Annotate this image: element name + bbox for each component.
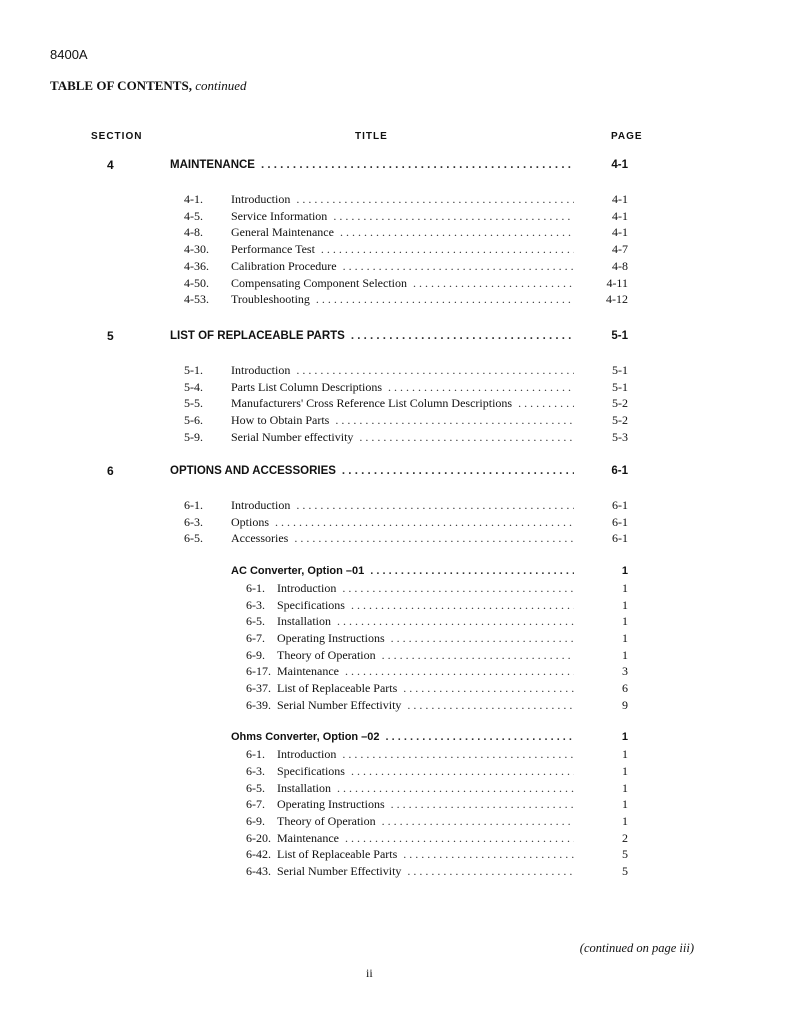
toc-entry-page: 1 — [622, 763, 628, 778]
section-row — [0, 463, 794, 479]
toc-entry-number: 6-1. — [246, 580, 265, 595]
dot-leader — [413, 275, 574, 291]
toc-entry-page: 1 — [622, 597, 628, 612]
toc-entry-number: 5-5. — [184, 396, 203, 411]
toc-entry-page: 1 — [622, 797, 628, 812]
dot-leader — [342, 580, 574, 596]
dot-leader — [342, 746, 574, 762]
toc-entry-page: 4-1 — [611, 159, 628, 171]
toc-entry-number: 6-9. — [246, 647, 265, 662]
toc-row — [0, 412, 794, 428]
toc-row — [0, 191, 794, 207]
dot-leader — [388, 379, 574, 395]
option-row — [0, 563, 794, 579]
toc-entry-title: Installation — [277, 614, 331, 629]
toc-entry-page: 5-1 — [612, 379, 628, 394]
toc-entry-number: 4-1. — [184, 192, 203, 206]
toc-entry-page: 1 — [622, 747, 628, 762]
toc-entry-number: 5-6. — [184, 413, 203, 428]
dot-leader — [382, 813, 574, 829]
dot-leader — [391, 796, 574, 812]
toc-entry-page: 1 — [622, 614, 628, 629]
toc-entry-page: 5-1 — [612, 363, 628, 377]
toc-row — [0, 613, 794, 629]
toc-row — [0, 429, 794, 445]
dot-leader — [294, 530, 574, 546]
toc-row — [0, 514, 794, 530]
dot-leader — [345, 830, 574, 846]
dot-leader — [337, 780, 574, 796]
toc-entry-title: Accessories — [231, 531, 289, 546]
toc-row — [0, 241, 794, 257]
toc-row — [0, 846, 794, 862]
toc-entry-title: Operating Instructions — [277, 630, 385, 645]
toc-entry-number: 6-5. — [246, 614, 265, 629]
toc-row — [0, 680, 794, 696]
dot-leader — [370, 563, 574, 579]
toc-row — [0, 362, 794, 378]
toc-row — [0, 395, 794, 411]
toc-entry-title: Theory of Operation — [277, 813, 376, 828]
toc-entry-page: 1 — [622, 580, 628, 595]
toc-row — [0, 497, 794, 513]
dot-leader — [518, 395, 574, 411]
dot-leader — [275, 514, 574, 530]
toc-entry-title: Compensating Component Selection — [231, 275, 407, 290]
toc-entry-number: 4-5. — [184, 208, 203, 223]
toc-entry-number: 6-20. — [246, 830, 271, 845]
toc-entry-title: Maintenance — [277, 664, 339, 679]
toc-entry-page: 4-1 — [612, 208, 628, 223]
column-header-page: PAGE — [611, 131, 643, 142]
toc-entry-number: 6-7. — [246, 797, 265, 812]
toc-entry-title: Specifications — [277, 597, 345, 612]
dot-leader — [345, 663, 574, 679]
toc-entry-title: Serial Number Effectivity — [277, 697, 402, 712]
toc-entry-number: 4-8. — [184, 225, 203, 240]
column-header-section: SECTION — [91, 131, 143, 142]
toc-row — [0, 746, 794, 762]
toc-entry-page: 1 — [622, 647, 628, 662]
dot-leader — [261, 157, 574, 173]
dot-leader — [335, 412, 574, 428]
toc-entry-page: 5-1 — [611, 330, 628, 342]
toc-row — [0, 379, 794, 395]
dot-leader — [382, 647, 574, 663]
toc-entry-number: 6-5. — [184, 531, 203, 546]
toc-entry-page: 9 — [622, 697, 628, 712]
toc-row — [0, 275, 794, 291]
toc-entry-title: List of Replaceable Parts — [277, 847, 398, 862]
dot-leader — [403, 846, 574, 862]
toc-entry-title: Theory of Operation — [277, 647, 376, 662]
toc-entry-title: Parts List Column Descriptions — [231, 379, 382, 394]
toc-entry-page: 1 — [622, 813, 628, 828]
toc-entry-title: Options — [231, 514, 270, 529]
toc-entry-number: 6-3. — [246, 597, 265, 612]
toc-entry-title: Maintenance — [277, 830, 339, 845]
toc-entry-number: 6-43. — [246, 864, 271, 878]
toc-row — [0, 630, 794, 646]
toc-row — [0, 258, 794, 274]
toc-entry-page: 4-8 — [612, 258, 628, 273]
toc-entry-title: Troubleshooting — [231, 292, 310, 307]
toc-entry-number: 6-1. — [184, 498, 203, 512]
toc-entry-number: 6-17. — [246, 664, 271, 679]
toc-entry-page: 4-11 — [606, 275, 628, 290]
toc-entry-number: 6-3. — [184, 514, 203, 529]
section-number: 4 — [107, 158, 114, 172]
toc-entry-title: OPTIONS AND ACCESSORIES — [170, 465, 336, 477]
toc-entry-title: Performance Test — [231, 242, 315, 257]
toc-row — [0, 813, 794, 829]
toc-entry-number: 4-30. — [184, 242, 209, 257]
toc-entry-title: Introduction — [231, 498, 291, 512]
toc-entry-number: 5-9. — [184, 429, 203, 444]
dot-leader — [351, 328, 574, 344]
dot-leader — [321, 241, 574, 257]
document-model-number: 8400A — [50, 47, 88, 62]
toc-entry-number: 5-4. — [184, 379, 203, 394]
toc-entry-title: Introduction — [277, 580, 337, 595]
option-row — [0, 729, 794, 745]
toc-entry-title: Serial Number Effectivity — [277, 864, 402, 878]
dot-leader — [343, 258, 574, 274]
toc-row — [0, 647, 794, 663]
toc-entry-title: Serial Number effectivity — [231, 429, 354, 444]
toc-row — [0, 580, 794, 596]
toc-entry-page: 4-12 — [606, 292, 628, 307]
toc-entry-number: 6-9. — [246, 813, 265, 828]
toc-entry-title: Operating Instructions — [277, 797, 385, 812]
toc-entry-title: Introduction — [277, 747, 337, 762]
dot-leader — [407, 863, 574, 879]
toc-entry-title: Installation — [277, 780, 331, 795]
toc-entry-page: 1 — [621, 731, 628, 744]
toc-entry-page: 1 — [621, 565, 628, 578]
toc-entry-title: Introduction — [231, 192, 291, 206]
toc-row — [0, 780, 794, 796]
column-header-title: TITLE — [355, 131, 388, 142]
toc-entry-page: 6 — [622, 681, 628, 695]
toc-entry-number: 5-1. — [184, 363, 203, 377]
dot-leader — [340, 224, 574, 240]
toc-entry-title: Ohms Converter, Option –02 — [231, 731, 380, 744]
toc-entry-page: 1 — [622, 780, 628, 795]
toc-entry-number: 6-37. — [246, 681, 271, 695]
dot-leader — [391, 630, 574, 646]
toc-entry-number: 6-42. — [246, 847, 271, 862]
toc-entry-page: 5-2 — [612, 396, 628, 411]
toc-entry-page: 6-1 — [612, 498, 628, 512]
dot-leader — [403, 680, 574, 696]
toc-entry-page: 6-1 — [612, 531, 628, 546]
dot-leader — [407, 697, 574, 713]
toc-row — [0, 208, 794, 224]
toc-heading-text: TABLE OF CONTENTS, — [50, 78, 192, 93]
dot-leader — [351, 597, 574, 613]
toc-entry-page: 1 — [622, 630, 628, 645]
toc-heading-suffix: continued — [195, 78, 247, 93]
toc-entry-page: 4-1 — [612, 225, 628, 240]
toc-entry-title: LIST OF REPLACEABLE PARTS — [170, 330, 345, 342]
dot-leader — [359, 429, 574, 445]
toc-entry-title: Introduction — [231, 363, 291, 377]
toc-heading — [50, 78, 246, 94]
section-row — [0, 157, 794, 173]
dot-leader — [342, 463, 574, 479]
toc-entry-page: 4-1 — [612, 192, 628, 206]
toc-entry-title: Specifications — [277, 763, 345, 778]
toc-row — [0, 291, 794, 307]
toc-entry-number: 6-3. — [246, 763, 265, 778]
toc-entry-title: AC Converter, Option –01 — [231, 565, 365, 578]
section-number: 6 — [107, 464, 114, 478]
section-number: 5 — [107, 329, 114, 343]
toc-entry-title: General Maintenance — [231, 225, 334, 240]
toc-entry-number: 6-1. — [246, 747, 265, 762]
toc-row — [0, 763, 794, 779]
dot-leader — [296, 497, 574, 513]
dot-leader — [337, 613, 574, 629]
dot-leader — [333, 208, 574, 224]
toc-entry-page: 6-1 — [611, 465, 628, 477]
dot-leader — [296, 191, 574, 207]
toc-entry-title: MAINTENANCE — [170, 159, 255, 171]
toc-entry-title: Calibration Procedure — [231, 258, 337, 273]
toc-entry-page: 5 — [622, 847, 628, 862]
toc-entry-title: List of Replaceable Parts — [277, 681, 398, 695]
dot-leader — [351, 763, 574, 779]
continued-note: (continued on page iii) — [579, 941, 694, 955]
toc-entry-number: 6-7. — [246, 630, 265, 645]
toc-entry-title: Service Information — [231, 208, 328, 223]
section-row — [0, 328, 794, 344]
toc-row — [0, 796, 794, 812]
toc-entry-title: Manufacturers' Cross Reference List Column Descriptions — [231, 396, 513, 411]
toc-row — [0, 697, 794, 713]
toc-entry-number: 4-36. — [184, 258, 209, 273]
dot-leader — [316, 291, 574, 307]
toc-entry-page: 5-3 — [612, 429, 628, 444]
toc-row — [0, 530, 794, 546]
toc-entry-page: 2 — [622, 830, 628, 845]
toc-entry-number: 6-5. — [246, 780, 265, 795]
toc-entry-number: 6-39. — [246, 697, 271, 712]
toc-row — [0, 663, 794, 679]
toc-entry-page: 5 — [622, 864, 628, 878]
toc-entry-number: 4-50. — [184, 275, 209, 290]
page-number: ii — [366, 966, 373, 980]
toc-entry-page: 6-1 — [612, 514, 628, 529]
toc-entry-number: 4-53. — [184, 292, 209, 307]
dot-leader — [386, 729, 574, 745]
toc-row — [0, 863, 794, 879]
dot-leader — [296, 362, 574, 378]
toc-entry-page: 5-2 — [612, 413, 628, 428]
toc-row — [0, 830, 794, 846]
toc-row — [0, 597, 794, 613]
toc-row — [0, 224, 794, 240]
toc-entry-page: 3 — [622, 664, 628, 679]
toc-entry-page: 4-7 — [612, 242, 628, 257]
toc-entry-title: How to Obtain Parts — [231, 413, 330, 428]
